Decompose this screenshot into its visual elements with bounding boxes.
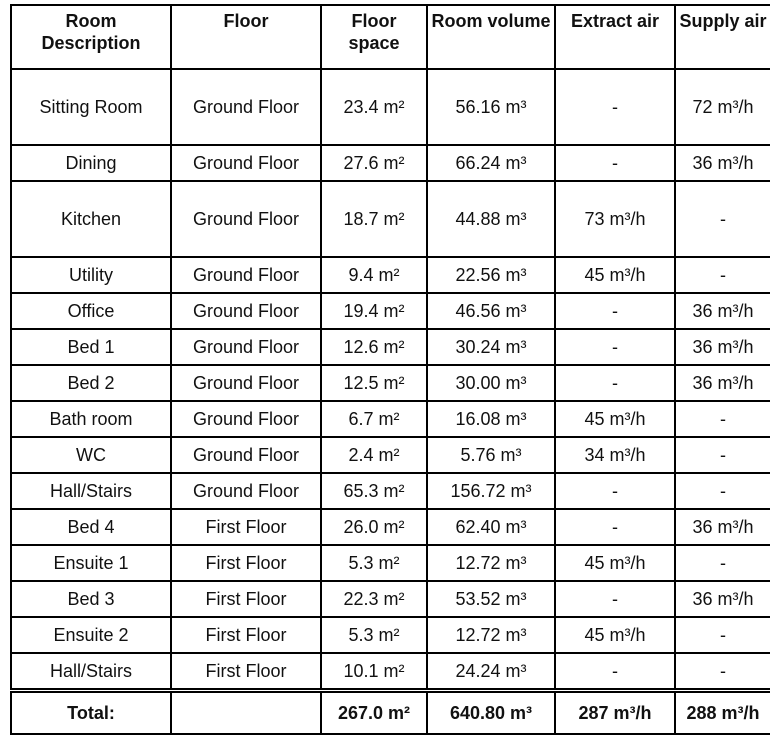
table-row (11, 181, 770, 257)
cell-room-volume: 66.24 m³ (427, 145, 555, 181)
cell-floor-space: 2.4 m² (321, 437, 427, 473)
header-extract-air: Extract air (555, 5, 675, 69)
header-room-description: Room Description (11, 5, 171, 69)
cell-room: Bed 1 (11, 329, 171, 365)
total-supply-air: 288 m³/h (675, 691, 770, 735)
table-row (11, 581, 770, 617)
cell-room-volume: 30.00 m³ (427, 365, 555, 401)
header-supply-air: Supply air (675, 5, 770, 69)
cell-extract-air: 45 m³/h (555, 617, 675, 653)
table-row (11, 401, 770, 437)
cell-floor: Ground Floor (171, 437, 321, 473)
total-label: Total: (11, 691, 171, 735)
cell-floor: First Floor (171, 653, 321, 691)
table-row (11, 545, 770, 581)
cell-floor-space: 12.5 m² (321, 365, 427, 401)
header-row (11, 5, 770, 69)
cell-supply-air: 36 m³/h (675, 329, 770, 365)
cell-supply-air: 72 m³/h (675, 69, 770, 145)
cell-supply-air: - (675, 257, 770, 293)
cell-floor-space: 6.7 m² (321, 401, 427, 437)
cell-supply-air: - (675, 545, 770, 581)
table-row (11, 365, 770, 401)
cell-supply-air: - (675, 437, 770, 473)
cell-extract-air: - (555, 581, 675, 617)
cell-floor: First Floor (171, 581, 321, 617)
cell-extract-air: 45 m³/h (555, 401, 675, 437)
cell-floor-space: 10.1 m² (321, 653, 427, 691)
cell-room-volume: 24.24 m³ (427, 653, 555, 691)
cell-room-volume: 12.72 m³ (427, 545, 555, 581)
table-row (11, 293, 770, 329)
cell-floor-space: 5.3 m² (321, 545, 427, 581)
header-room-volume: Room volume (427, 5, 555, 69)
cell-floor-space: 65.3 m² (321, 473, 427, 509)
total-row (11, 691, 770, 735)
table-row (11, 473, 770, 509)
cell-extract-air: - (555, 653, 675, 691)
cell-room-volume: 12.72 m³ (427, 617, 555, 653)
cell-floor-space: 27.6 m² (321, 145, 427, 181)
cell-extract-air: - (555, 365, 675, 401)
cell-supply-air: - (675, 653, 770, 691)
cell-supply-air: - (675, 181, 770, 257)
cell-extract-air: - (555, 145, 675, 181)
cell-floor-space: 18.7 m² (321, 181, 427, 257)
cell-room-volume: 5.76 m³ (427, 437, 555, 473)
cell-room-volume: 44.88 m³ (427, 181, 555, 257)
cell-floor: Ground Floor (171, 69, 321, 145)
cell-room-volume: 53.52 m³ (427, 581, 555, 617)
cell-supply-air: 36 m³/h (675, 365, 770, 401)
cell-supply-air: 36 m³/h (675, 581, 770, 617)
cell-supply-air: - (675, 401, 770, 437)
cell-room-volume: 16.08 m³ (427, 401, 555, 437)
cell-floor-space: 12.6 m² (321, 329, 427, 365)
table-row (11, 257, 770, 293)
cell-room: Dining (11, 145, 171, 181)
cell-floor: Ground Floor (171, 365, 321, 401)
header-floor: Floor (171, 5, 321, 69)
cell-extract-air: 45 m³/h (555, 545, 675, 581)
cell-floor: First Floor (171, 617, 321, 653)
cell-supply-air: 36 m³/h (675, 145, 770, 181)
cell-room: Ensuite 2 (11, 617, 171, 653)
cell-room: Hall/Stairs (11, 653, 171, 691)
header-floor-space: Floor space (321, 5, 427, 69)
table-row (11, 509, 770, 545)
table-row (11, 653, 770, 691)
cell-supply-air: 36 m³/h (675, 293, 770, 329)
total-floor-empty (171, 691, 321, 735)
cell-floor-space: 22.3 m² (321, 581, 427, 617)
cell-extract-air: 34 m³/h (555, 437, 675, 473)
cell-floor-space: 5.3 m² (321, 617, 427, 653)
cell-extract-air: 45 m³/h (555, 257, 675, 293)
cell-floor: Ground Floor (171, 257, 321, 293)
cell-floor: Ground Floor (171, 181, 321, 257)
cell-room-volume: 22.56 m³ (427, 257, 555, 293)
table-row (11, 329, 770, 365)
cell-supply-air: 36 m³/h (675, 509, 770, 545)
cell-room: Utility (11, 257, 171, 293)
cell-extract-air: - (555, 473, 675, 509)
table-row (11, 437, 770, 473)
cell-room: Ensuite 1 (11, 545, 171, 581)
cell-room: Kitchen (11, 181, 171, 257)
cell-room: Bed 4 (11, 509, 171, 545)
cell-floor: First Floor (171, 545, 321, 581)
cell-room: Sitting Room (11, 69, 171, 145)
cell-room-volume: 46.56 m³ (427, 293, 555, 329)
cell-floor: Ground Floor (171, 401, 321, 437)
cell-room-volume: 156.72 m³ (427, 473, 555, 509)
cell-room: WC (11, 437, 171, 473)
cell-floor: First Floor (171, 509, 321, 545)
table-row (11, 617, 770, 653)
table-row (11, 69, 770, 145)
cell-floor: Ground Floor (171, 145, 321, 181)
cell-room: Bath room (11, 401, 171, 437)
cell-floor-space: 23.4 m² (321, 69, 427, 145)
cell-floor-space: 9.4 m² (321, 257, 427, 293)
cell-floor: Ground Floor (171, 473, 321, 509)
cell-room-volume: 56.16 m³ (427, 69, 555, 145)
cell-room: Bed 3 (11, 581, 171, 617)
ventilation-table (10, 4, 770, 735)
cell-floor: Ground Floor (171, 293, 321, 329)
cell-room-volume: 30.24 m³ (427, 329, 555, 365)
table-row (11, 145, 770, 181)
cell-extract-air: - (555, 329, 675, 365)
cell-supply-air: - (675, 473, 770, 509)
cell-room: Office (11, 293, 171, 329)
cell-extract-air: 73 m³/h (555, 181, 675, 257)
cell-extract-air: - (555, 293, 675, 329)
cell-supply-air: - (675, 617, 770, 653)
total-extract-air: 287 m³/h (555, 691, 675, 735)
total-floor-space: 267.0 m² (321, 691, 427, 735)
cell-floor-space: 19.4 m² (321, 293, 427, 329)
cell-room: Bed 2 (11, 365, 171, 401)
total-room-volume: 640.80 m³ (427, 691, 555, 735)
cell-floor: Ground Floor (171, 329, 321, 365)
cell-room: Hall/Stairs (11, 473, 171, 509)
cell-floor-space: 26.0 m² (321, 509, 427, 545)
cell-extract-air: - (555, 69, 675, 145)
cell-extract-air: - (555, 509, 675, 545)
cell-room-volume: 62.40 m³ (427, 509, 555, 545)
